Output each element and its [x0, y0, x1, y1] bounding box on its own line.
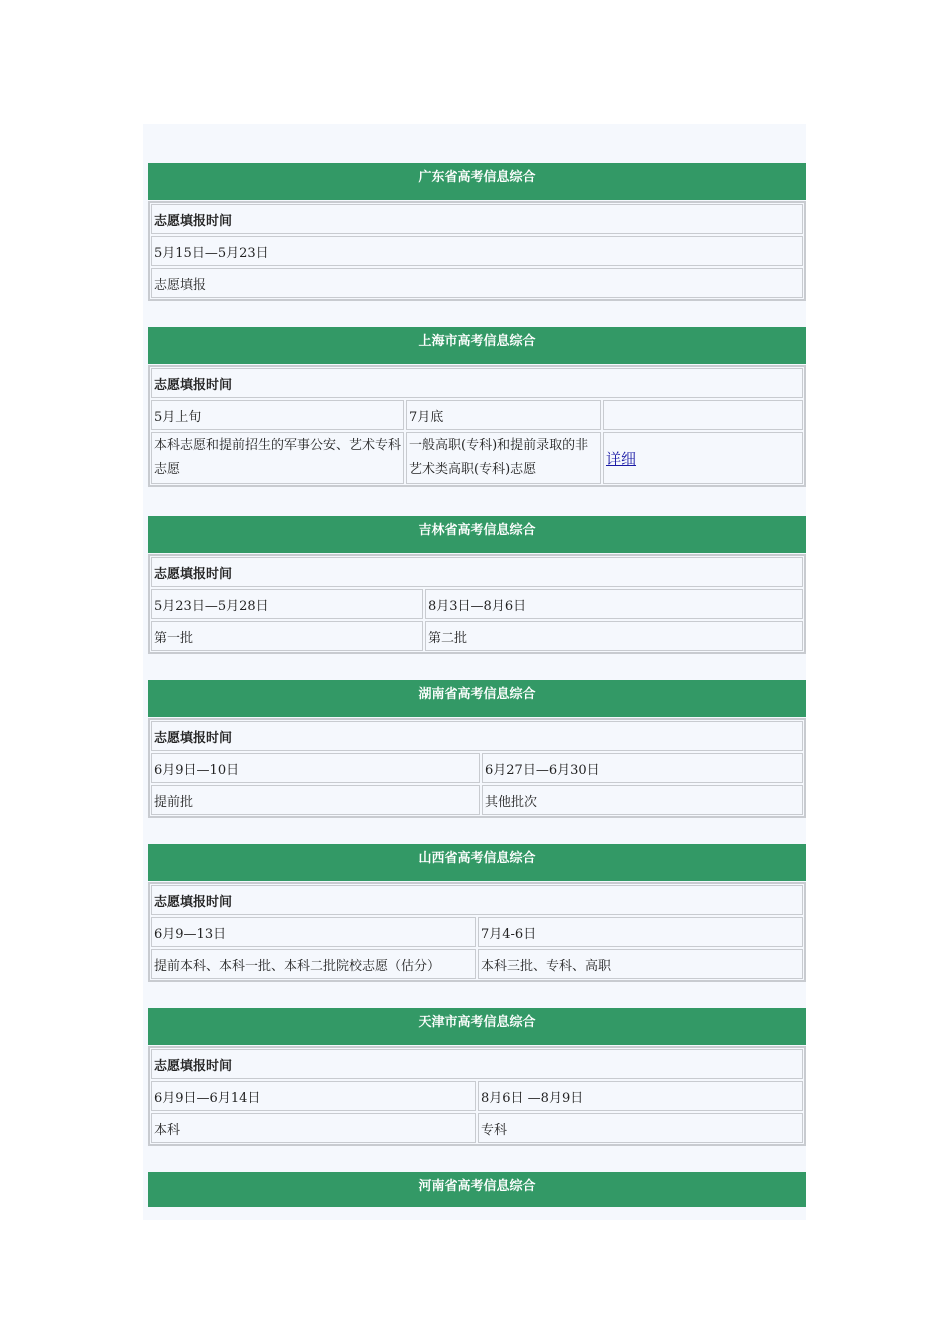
table-cell: 本科三批、专科、高职 — [478, 949, 803, 979]
table-cell: 5月上旬 — [151, 400, 404, 430]
info-table — [148, 882, 806, 982]
details-link[interactable]: 详细 — [606, 449, 637, 468]
section-title: 吉林省高考信息综合 — [148, 516, 806, 553]
table-cell: 本科志愿和提前招生的军事公安、艺术专科志愿 — [151, 432, 404, 484]
table-cell: 6月27日—6月30日 — [482, 753, 803, 783]
table-cell: 提前批 — [151, 785, 480, 815]
table-header: 志愿填报时间 — [151, 721, 803, 751]
table-cell — [603, 400, 803, 430]
table-cell: 提前本科、本科一批、本科二批院校志愿（估分） — [151, 949, 476, 979]
section-title: 河南省高考信息综合 — [148, 1172, 806, 1207]
table-cell: 第一批 — [151, 621, 423, 651]
table-header: 志愿填报时间 — [151, 368, 803, 398]
table-cell: 本科 — [151, 1113, 476, 1143]
info-table — [148, 718, 806, 818]
table-header: 志愿填报时间 — [151, 1049, 803, 1079]
table-header: 志愿填报时间 — [151, 557, 803, 587]
table-cell: 8月3日—8月6日 — [425, 589, 803, 619]
section-title: 天津市高考信息综合 — [148, 1008, 806, 1045]
table-cell — [603, 432, 803, 484]
table-cell: 第二批 — [425, 621, 803, 651]
table-cell: 5月15日—5月23日 — [151, 236, 803, 266]
section-hunan — [148, 680, 806, 818]
table-cell: 7月4-6日 — [478, 917, 803, 947]
section-guangdong — [148, 163, 806, 301]
table-cell: 7月底 — [406, 400, 601, 430]
table-cell: 8月6日 —8月9日 — [478, 1081, 803, 1111]
table-cell: 6月9日—10日 — [151, 753, 480, 783]
info-table — [148, 201, 806, 301]
table-cell: 一般高职(专科)和提前录取的非艺术类高职(专科)志愿 — [406, 432, 601, 484]
info-table — [148, 554, 806, 654]
page-container — [143, 124, 806, 1220]
section-shanxi — [148, 844, 806, 982]
table-header: 志愿填报时间 — [151, 204, 803, 234]
table-cell: 6月9—13日 — [151, 917, 476, 947]
section-title: 湖南省高考信息综合 — [148, 680, 806, 717]
table-header: 志愿填报时间 — [151, 885, 803, 915]
info-table — [148, 1046, 806, 1146]
section-title: 山西省高考信息综合 — [148, 844, 806, 881]
section-title: 广东省高考信息综合 — [148, 163, 806, 200]
table-cell: 5月23日—5月28日 — [151, 589, 423, 619]
section-title: 上海市高考信息综合 — [148, 327, 806, 364]
table-cell: 专科 — [478, 1113, 803, 1143]
section-jilin — [148, 516, 806, 654]
table-cell: 其他批次 — [482, 785, 803, 815]
section-henan — [148, 1172, 806, 1207]
section-shanghai — [148, 327, 806, 487]
table-cell: 6月9日—6月14日 — [151, 1081, 476, 1111]
info-table — [148, 365, 806, 487]
table-cell: 志愿填报 — [151, 268, 803, 298]
section-tianjin — [148, 1008, 806, 1146]
